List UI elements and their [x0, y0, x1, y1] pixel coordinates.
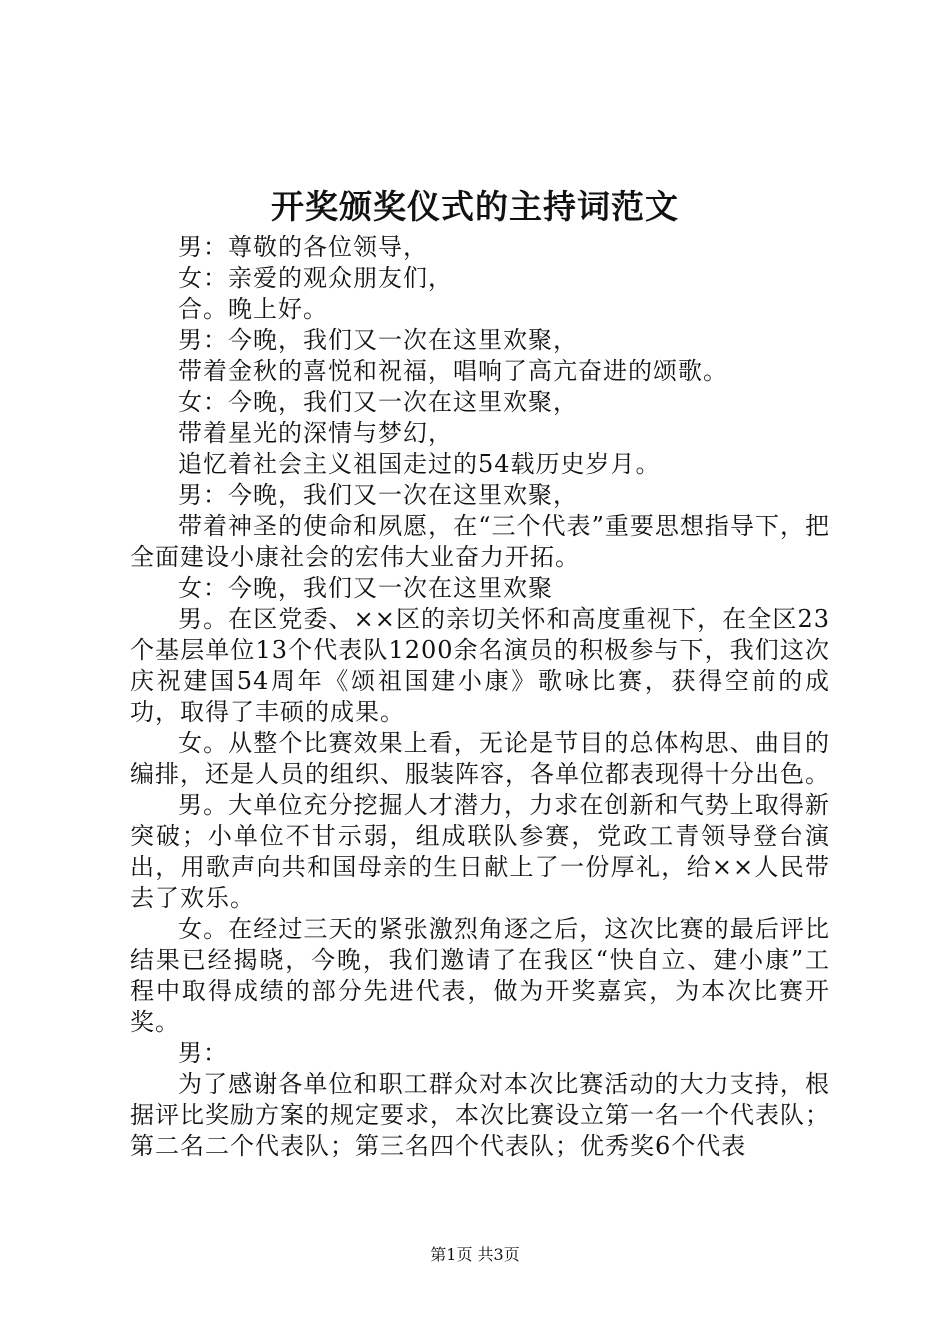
paragraph: 女：亲爱的观众朋友们， [178, 264, 453, 292]
page-number-footer: 第1页 共3页 [430, 1245, 520, 1264]
paragraph: 男：尊敬的各位领导， [178, 233, 428, 261]
document-title: 开奖颁奖仪式的主持词范文 [271, 187, 679, 226]
paragraph: 追忆着社会主义祖国走过的54载历史岁月。 [178, 450, 661, 478]
paragraph: 男。在区党委、××区的亲切关怀和高度重视下，在全区23个基层单位13个代表队1200余名演员的积极参与下，我们这次庆祝建国54周年《颂祖国建小康》歌咏比赛，获得空前的成功，取得了丰硕的成果。 [130, 605, 830, 726]
paragraph: 男。大单位充分挖掘人才潜力，力求在创新和气势上取得新突破；小单位不甘示弱，组成联队参赛，党政工青领导登台演出，用歌声向共和国母亲的生日献上了一份厚礼，给××人民带去了欢乐。 [130, 791, 830, 912]
paragraph: 带着星光的深情与梦幻， [178, 419, 453, 447]
paragraph: 带着神圣的使命和夙愿，在“三个代表”重要思想指导下，把全面建设小康社会的宏伟大业奋力开拓。 [130, 512, 830, 571]
paragraph: 带着金秋的喜悦和祝福，唱响了高亢奋进的颂歌。 [178, 357, 728, 385]
paragraph: 为了感谢各单位和职工群众对本次比赛活动的大力支持，根据评比奖励方案的规定要求，本次比赛设立第一名一个代表队；第二名二个代表队；第三名四个代表队；优秀奖6个代表 [130, 1070, 830, 1160]
document-body [130, 232, 830, 1162]
paragraph: 女。在经过三天的紧张激烈角逐之后，这次比赛的最后评比结果已经揭晓，今晚，我们邀请了在我区“快自立、建小康”工程中取得成绩的部分先进代表，做为开奖嘉宾，为本次比赛开奖。 [130, 915, 830, 1036]
paragraph: 女。从整个比赛效果上看，无论是节目的总体构思、曲目的编排，还是人员的组织、服装阵容，各单位都表现得十分出色。 [130, 729, 830, 788]
paragraph: 女：今晚，我们又一次在这里欢聚 [178, 574, 553, 602]
paragraph: 男： [178, 1039, 228, 1067]
paragraph: 男：今晚，我们又一次在这里欢聚， [178, 481, 578, 509]
paragraph: 男：今晚，我们又一次在这里欢聚， [178, 326, 578, 354]
paragraph: 女：今晚，我们又一次在这里欢聚， [178, 388, 578, 416]
paragraph: 合。晚上好。 [178, 295, 328, 323]
